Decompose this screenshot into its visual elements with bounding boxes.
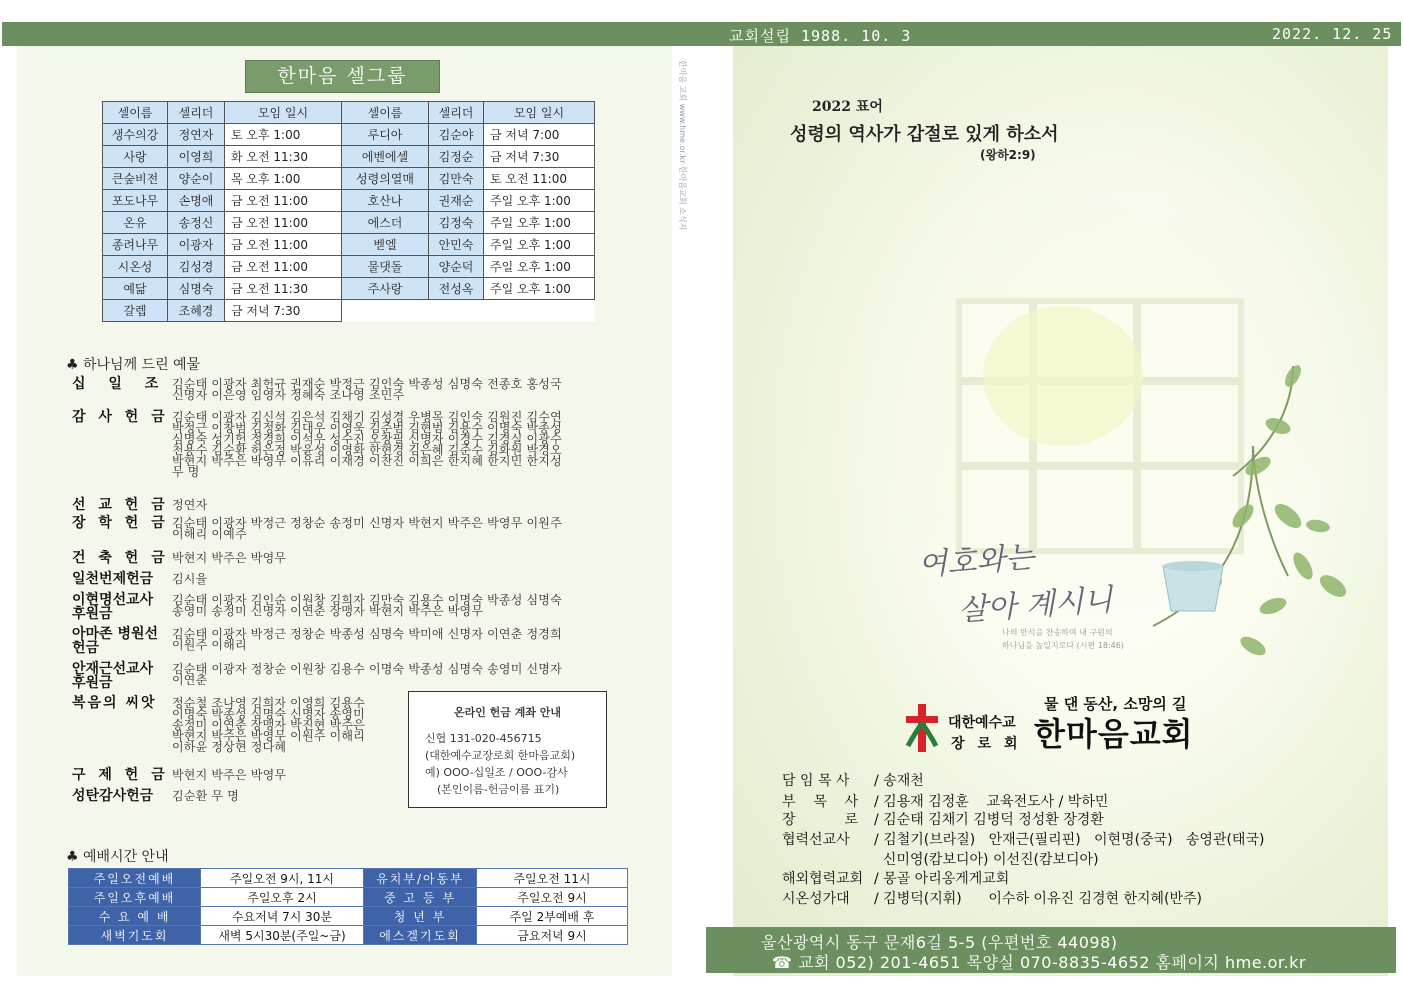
cell-name: 에벤에셀 (342, 146, 429, 168)
cell-leader: 안민숙 (429, 234, 484, 256)
table-row (103, 168, 595, 190)
offering-names: 박현지 박주은 박영무 이원주 이해리 (172, 729, 365, 743)
service-name: 수 요 예 배 (69, 907, 201, 926)
staff-role: 시온성가대 (782, 891, 850, 907)
column-header: 셀이름 (342, 102, 429, 124)
table-row (69, 869, 628, 888)
service-time: 주일 2부예배 후 (477, 907, 628, 926)
cell-time: 주일 오후 1:00 (484, 256, 595, 278)
cell-name: 종려나무 (103, 234, 168, 256)
offering-names: 정순철 조나영 김희자 이영희 김용수 (172, 696, 365, 710)
cell-time: 금 오전 11:00 (225, 212, 342, 234)
cell-name: 갈렙 (103, 300, 168, 322)
cell-time: 금 오전 11:00 (225, 190, 342, 212)
cell-time: 금 오전 11:00 (225, 234, 342, 256)
cell-time: 금 저녁 7:30 (484, 146, 595, 168)
verse-reference: (왕하2:9) (980, 148, 1036, 162)
table-row (103, 146, 595, 168)
offering-label: 일천번제헌금 (72, 571, 154, 587)
offering-names: 김순태 이광자 박정근 정창순 박종성 심명숙 박미애 신명자 이연춘 정경희 (172, 627, 562, 641)
offering-names: 김순태 이광자 최헌규 권재순 박정근 김인숙 박종성 심명숙 전종호 홍성국 (172, 377, 562, 391)
top-bar (2, 22, 1401, 46)
staff-names: / 몽골 아리옹게게교회 (874, 871, 1010, 887)
offering-names: 천용수 김순환 허은정 박윤성 이영화 한현경 김은혜 김준수 김화원 박경오 (172, 443, 562, 457)
offering-label: 복음의 씨앗 (72, 695, 157, 711)
staff-names: / 송재천 (874, 773, 924, 789)
cell-name: 호산나 (342, 190, 429, 212)
table-row (103, 124, 595, 146)
cell-leader: 양순이 (168, 168, 225, 190)
cell-time: 주일 오후 1:00 (484, 190, 595, 212)
online-giving-box (408, 691, 607, 808)
offering-names: 김순태 이광자 김신석 김은석 김채기 김성경 우병목 김인숙 김원진 김수연 (172, 410, 562, 424)
cell-leader: 정연자 (168, 124, 225, 146)
cell-leader: 이광자 (168, 234, 225, 256)
cell-name: 생수의강 (103, 124, 168, 146)
service-name: 주일오전예배 (69, 869, 201, 888)
psalm-line: 나의 반석을 찬송하며 내 구원의 (1002, 628, 1113, 637)
service-name: 주일오후예배 (69, 888, 201, 907)
offering-label: 아마존 병원선헌금 (72, 626, 159, 656)
service-time: 주일오후 2시 (201, 888, 364, 907)
service-time: 수요저녁 7시 30분 (201, 907, 364, 926)
service-name: 청 년 부 (364, 907, 477, 926)
offering-label: 건 축 헌 금 (72, 550, 169, 566)
service-time: 금요저녁 9시 (477, 926, 628, 945)
offering-names: 이명숙 박종성 심명숙 신명자 송영미 (172, 707, 365, 721)
service-time: 주일오전 11시 (477, 869, 628, 888)
staff-role: 장 로 (782, 812, 859, 828)
offering-names: 송영미 송정미 신명자 이연춘 장맹자 박현지 박주은 박영무 (172, 604, 484, 618)
cell-name: 온유 (103, 212, 168, 234)
offerings-heading: ♣ 하나님께 드린 예물 (66, 357, 201, 373)
offering-names: 이하윤 정상현 정다혜 (172, 740, 287, 754)
offering-names: 김순태 이광자 정창순 이원창 김용수 이명숙 박종성 심명숙 송영미 신명자 (172, 662, 562, 676)
cell-time: 주일 오후 1:00 (484, 212, 595, 234)
staff-names: / 김철기(브라질) 안재근(필리핀) 이현명(중국) 송영관(태국) (874, 832, 1265, 848)
cell-leader: 전성옥 (429, 278, 484, 300)
side-text: 한마음 교회 www.hme.or.kr 한마음교회 소식지 (678, 60, 687, 231)
column-header: 셀이름 (103, 102, 168, 124)
cell-time: 토 오전 11:00 (484, 168, 595, 190)
column-header: 모임 일시 (484, 102, 595, 124)
cell-leader: 김만숙 (429, 168, 484, 190)
offering-label: 성탄감사헌금 (72, 788, 154, 804)
offering-names: 이원주 이해리 (172, 638, 247, 652)
script-text: 살아 계시니 (957, 582, 1114, 629)
offering-label: 이현명선교사 후원금 (72, 592, 154, 622)
cell-time: 목 오후 1:00 (225, 168, 342, 190)
yearly-verse: 성령의 역사가 갑절로 있게 하소서 (790, 124, 1059, 145)
service-time: 주일오전 9시, 11시 (201, 869, 364, 888)
offering-names: 김순환 무 명 (172, 789, 239, 803)
service-name: 새벽기도회 (69, 926, 201, 945)
cell-leader: 손명애 (168, 190, 225, 212)
cell-group-table (102, 101, 595, 322)
table-row (69, 907, 628, 926)
table-row (103, 300, 595, 322)
cell-name: 루디아 (342, 124, 429, 146)
cell-name: 주사랑 (342, 278, 429, 300)
offering-label: 선 교 헌 금 (72, 497, 169, 513)
cell-name: 시온성 (103, 256, 168, 278)
fold-divider (680, 60, 694, 960)
table-row (103, 190, 595, 212)
cell-leader: 이영희 (168, 146, 225, 168)
cell-name: 성령의열매 (342, 168, 429, 190)
staff-role: 담 임 목 사 (782, 773, 850, 789)
denomination-line2: 장로회 (951, 736, 1031, 752)
offering-names: 김순태 이광자 김인순 이원창 김희자 김만숙 김용수 이명숙 박종성 심명숙 (172, 593, 562, 607)
table-row (69, 926, 628, 945)
cell-leader: 김정숙 (429, 212, 484, 234)
offering-names: 김순태 이광자 박정근 정창순 송정미 신명자 박현지 박주은 박영무 이원주 (172, 516, 562, 530)
cell-name: 예닮 (103, 278, 168, 300)
worship-table (68, 868, 628, 945)
offering-names: 심명숙 성기헌 정경희 이석우 성수진 오창필 신명자 이경수 김경실 이광수 (172, 432, 562, 446)
church-contact: ☎ 교회 052) 201-4651 목양실 070-8835-4652 홈페이지 hme.or.kr (772, 953, 1306, 972)
cell-name: 물댓돌 (342, 256, 429, 278)
offering-label: 감 사 헌 금 (72, 409, 169, 425)
cell-time: 화 오전 11:30 (225, 146, 342, 168)
cell-time: 금 저녁 7:00 (484, 124, 595, 146)
founded-date: 교회설립 1988. 10. 3 (729, 27, 912, 45)
service-name: 중 고 등 부 (364, 888, 477, 907)
cell-time: 금 오전 11:30 (225, 278, 342, 300)
cell-leader: 송정신 (168, 212, 225, 234)
cell-group-title: 한마음 셀그룹 (245, 60, 440, 93)
staff-names: 신미영(캄보디아) 이선진(캄보디아) (874, 852, 1099, 868)
cell-time: 주일 오후 1:00 (484, 234, 595, 256)
verse-year: 2022 표어 (812, 99, 883, 115)
script-text: 여호와는 (917, 539, 1036, 583)
staff-role: 해외협력교회 (782, 871, 864, 887)
cell-name: 큰숲비전 (103, 168, 168, 190)
bulletin-date: 2022. 12. 25 (1272, 25, 1393, 43)
offering-names: 박현지 박주은 박영무 (172, 551, 287, 565)
account-line: 예) OOO-십일조 / OOO-감사 (425, 766, 568, 779)
account-line: (본인이름-헌금이름 표기) (437, 783, 560, 796)
table-row (103, 212, 595, 234)
cell-leader: 양순덕 (429, 256, 484, 278)
cell-leader: 김순야 (429, 124, 484, 146)
service-name: 유치부/아동부 (364, 869, 477, 888)
cell-time: 주일 오후 1:00 (484, 278, 595, 300)
table-row (69, 888, 628, 907)
service-time: 주일오전 9시 (477, 888, 628, 907)
service-time: 새벽 5시30분(주일~금) (201, 926, 364, 945)
table-row (103, 278, 595, 300)
offering-names: 박현지 박주은 박영무 (172, 768, 287, 782)
offering-names: 이연춘 (172, 673, 208, 687)
staff-role: 부 목 사 (782, 794, 859, 810)
column-header: 셀리더 (429, 102, 484, 124)
cell-name: 사랑 (103, 146, 168, 168)
offering-names: 신명자 이은영 임영자 정혜숙 조나영 조민주 (172, 388, 405, 402)
offering-names: 이해리 이예주 (172, 527, 247, 541)
footer-bar (706, 927, 1396, 973)
cell-name: 포도나무 (103, 190, 168, 212)
offering-names: 박현지 박주은 박영무 이유리 이재경 이찬진 이희은 한지혜 한지민 한지성 (172, 454, 562, 468)
offering-names: 김시율 (172, 572, 208, 586)
church-slogan: 물 댄 동산, 소망의 길 (1044, 695, 1187, 713)
psalm-line: 하나님을 높일지로다 (시편 18:46) (1002, 641, 1124, 650)
offering-label: 장 학 헌 금 (72, 515, 169, 531)
cell-time: 금 저녁 7:30 (225, 300, 342, 322)
table-row (103, 234, 595, 256)
offering-label: 구 제 헌 금 (72, 767, 169, 783)
cross-logo-icon (902, 702, 944, 754)
account-line: (대한예수교장로회 한마음교회) (425, 749, 576, 762)
cell-leader: 권재순 (429, 190, 484, 212)
staff-role: 협력선교사 (782, 832, 850, 848)
offering-names: 박정근 이창범 김정화 김대우 이영욱 김준범 김현범 김용수 이명숙 박종성 (172, 421, 562, 435)
offering-names: 송정미 이연춘 장맹자 박진현 박주은 (172, 718, 365, 732)
staff-names: / 김용재 김정훈 교육전도사 / 박하민 (874, 794, 1109, 810)
offering-names: 무 명 (172, 465, 200, 479)
church-address: 울산광역시 동구 문재6길 5-5 (우편번호 44098) (761, 933, 1118, 952)
column-header: 모임 일시 (225, 102, 342, 124)
cell-name: 벧엘 (342, 234, 429, 256)
church-name: 한마음교회 (1034, 715, 1194, 753)
offering-label: 안재근선교사 후원금 (72, 661, 154, 691)
cell-leader: 조혜경 (168, 300, 225, 322)
cell-name: 에스더 (342, 212, 429, 234)
offering-label: 십 일 조 (72, 376, 168, 392)
staff-names: / 김병덕(지휘) 이수하 이유진 김경현 한지혜(반주) (874, 891, 1203, 907)
cell-leader: 김정순 (429, 146, 484, 168)
cell-leader: 심명숙 (168, 278, 225, 300)
offering-names: 정연자 (172, 498, 208, 512)
online-giving-title: 온라인 헌금 계좌 안내 (453, 706, 562, 719)
staff-names: / 김순태 김채기 김병덕 정성환 장경환 (874, 812, 1104, 828)
denomination-line1: 대한예수교 (948, 715, 1016, 731)
cell-time: 금 오전 11:00 (225, 256, 342, 278)
cell-time: 토 오후 1:00 (225, 124, 342, 146)
column-header: 셀리더 (168, 102, 225, 124)
account-line: 신협 131-020-456715 (425, 732, 542, 745)
service-name: 에스겔기도회 (364, 926, 477, 945)
worship-heading: ♣ 예배시간 안내 (66, 849, 169, 865)
table-row (103, 256, 595, 278)
table-header-row (103, 102, 595, 124)
cell-leader: 김성경 (168, 256, 225, 278)
